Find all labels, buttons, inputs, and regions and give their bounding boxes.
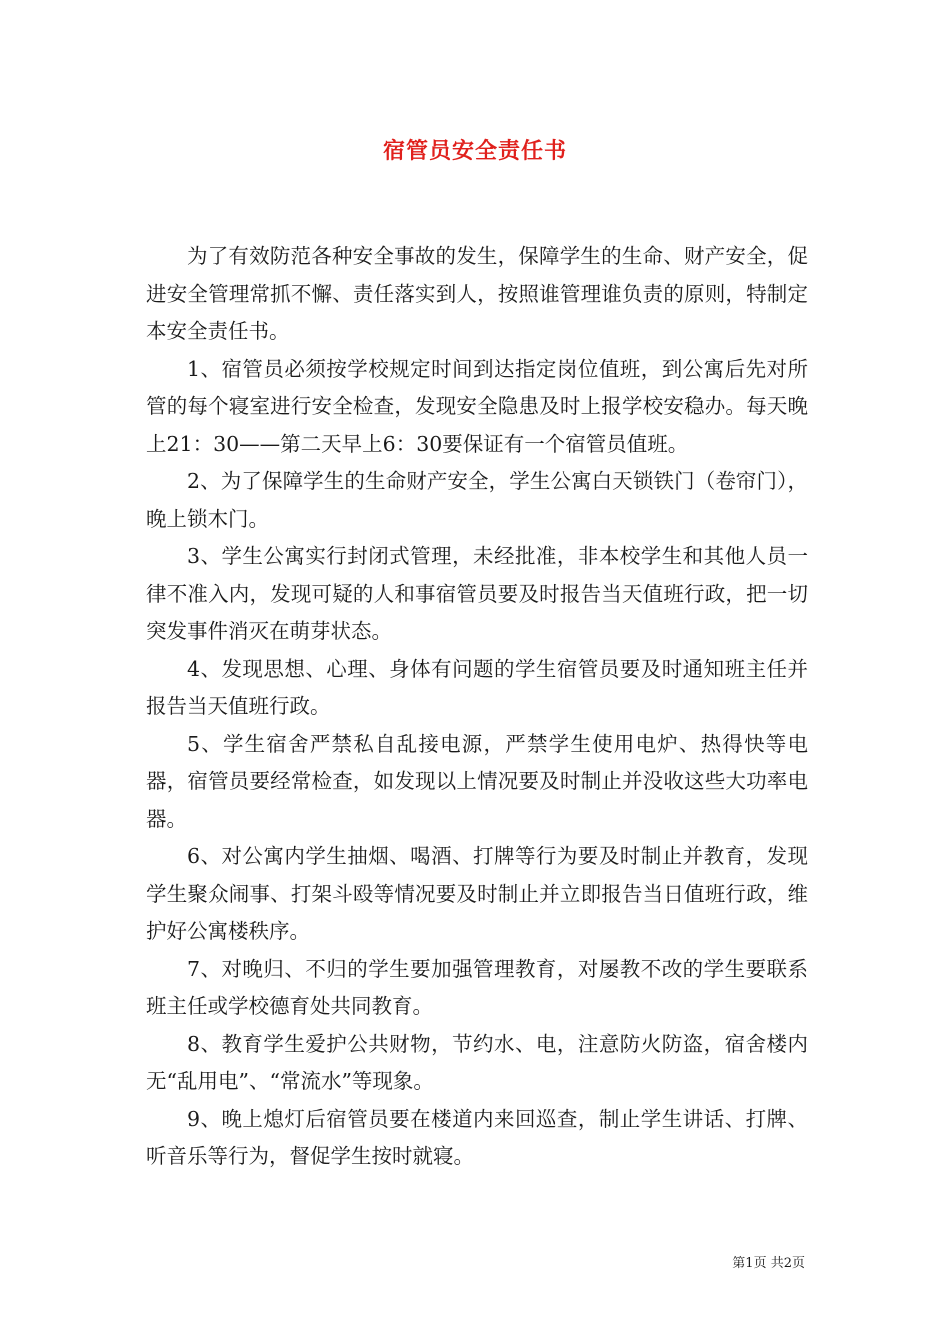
clause-9: 9、晚上熄灯后宿管员要在楼道内来回巡查，制止学生讲话、打牌、听音乐等行为，督促学生按时就寝。 bbox=[146, 1106, 808, 1168]
footer-prefix: 第 bbox=[732, 1256, 746, 1271]
clause-2: 2、为了保障学生的生命财产安全，学生公寓白天锁铁门（卷帘门），晚上锁木门。 bbox=[146, 469, 808, 531]
clause-1: 1、宿管员必须按学校规定时间到达指定岗位值班，到公寓后先对所管的每个寝室进行安全检查，发现安全隐患及时上报学校安稳办。每天晚上21：30——第二天早上6：30要保证有一个宿管员值班。 bbox=[146, 356, 808, 456]
clause-4: 4、发现思想、心理、身体有问题的学生宿管员要及时通知班主任并报告当天值班行政。 bbox=[146, 656, 808, 718]
footer-middle: 页 共 bbox=[753, 1256, 784, 1271]
clause-8: 8、教育学生爱护公共财物，节约水、电，注意防火防盗，宿舍楼内无“乱用电”、“常流水”等现象。 bbox=[146, 1031, 808, 1093]
page-number-footer bbox=[732, 1252, 805, 1271]
footer-total-pages: 2 bbox=[783, 1256, 792, 1271]
footer-current-page: 1 bbox=[745, 1256, 754, 1271]
intro-paragraph: 为了有效防范各种安全事故的发生，保障学生的生命、财产安全，促进安全管理常抓不懈、责任落实到人，按照谁管理谁负责的原则，特制定本安全责任书。 bbox=[146, 244, 808, 343]
document-body bbox=[146, 238, 808, 1176]
clause-5: 5、学生宿舍严禁私自乱接电源，严禁学生使用电炉、热得快等电器，宿管员要经常检查，如发现以上情况要及时制止并没收这些大功率电器。 bbox=[146, 731, 808, 831]
footer-suffix: 页 bbox=[791, 1256, 805, 1271]
clause-7: 7、对晚归、不归的学生要加强管理教育，对屡教不改的学生要联系班主任或学校德育处共同教育。 bbox=[146, 956, 808, 1018]
clause-6: 6、对公寓内学生抽烟、喝酒、打牌等行为要及时制止并教育，发现学生聚众闹事、打架斗殴等情况要及时制止并立即报告当日值班行政，维护好公寓楼秩序。 bbox=[146, 844, 808, 943]
clause-3: 3、学生公寓实行封闭式管理，未经批准，非本校学生和其他人员一律不准入内，发现可疑的人和事宿管员要及时报告当天值班行政，把一切突发事件消灭在萌芽状态。 bbox=[146, 544, 808, 643]
document-title: 宿管员安全责任书 bbox=[382, 138, 567, 164]
